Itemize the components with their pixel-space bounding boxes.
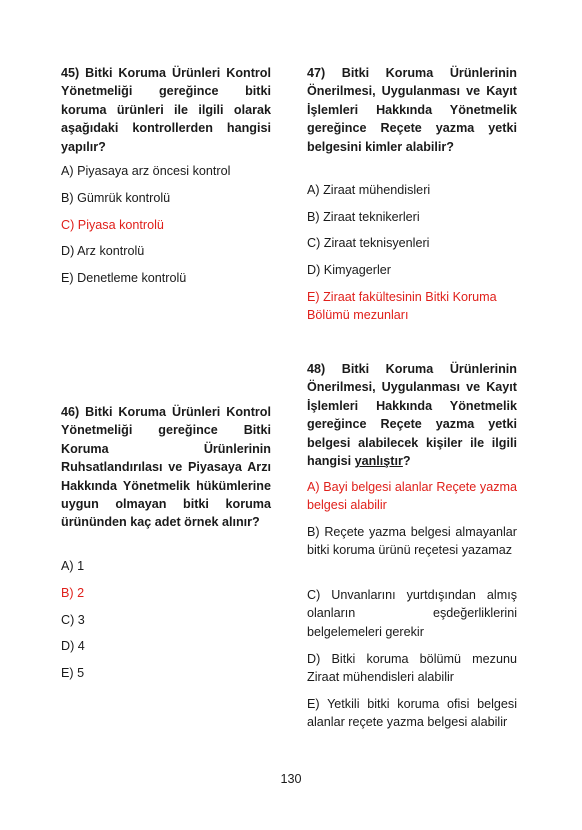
question-47-option-b: B) Ziraat teknikerleri <box>307 210 420 224</box>
question-45 <box>61 64 271 285</box>
question-47 <box>307 64 517 323</box>
question-45-option-c-correct: C) Piyasa kontrolü <box>61 218 164 232</box>
page-number: 130 <box>280 772 302 786</box>
question-48-stem-emphasis: yanlıştır <box>354 454 403 469</box>
question-47-option-e-correct: E) Ziraat fakültesinin Bitki Koruma Bölümü mezunları <box>307 290 497 323</box>
question-46-option-d: D) 4 <box>61 639 85 653</box>
question-47-option-c: C) Ziraat teknisyenleri <box>307 236 430 250</box>
question-45-option-d: D) Arz kontrolü <box>61 244 145 258</box>
question-45-option-a: A) Piyasaya arz öncesi kontrol <box>61 164 231 178</box>
question-48-option-d: D) Bitki koruma bölümü mezunu Ziraat mühendisleri alabilir <box>307 652 517 685</box>
question-46-option-a: A) 1 <box>61 559 85 573</box>
question-46 <box>61 403 271 680</box>
question-46-stem: 46) Bitki Koruma Ürünleri Kontrol Yönetmeliği gereğince Bitki Koruma Ürünlerinin Ruhsatlandırılası ve Piyasaya Arzı Hakkında Yönetmelik hükümlerine uygun olmayan bitki koruma ürününden kaç adet örnek alınır? <box>61 405 271 530</box>
question-46-option-b-correct: B) 2 <box>61 586 85 600</box>
question-48-stem <box>307 360 517 470</box>
question-46-option-e: E) 5 <box>61 666 85 680</box>
question-45-option-b: B) Gümrük kontrolü <box>61 191 171 205</box>
question-48-option-b: B) Reçete yazma belgesi almayanlar bitki koruma ürünü reçetesi yazamaz <box>307 525 517 558</box>
question-48-option-c: C) Unvanlarını yurtdışından almış olanların eşdeğerliklerini belgelemeleri gerekir <box>307 588 517 639</box>
question-48 <box>307 360 517 730</box>
question-48-option-a-correct: A) Bayi belgesi alanlar Reçete yazma belgesi alabilir <box>307 480 517 513</box>
question-48-stem-text: 48) Bitki Koruma Ürünlerinin Önerilmesi, Uygulanması ve Kayıt İşlemleri Hakkında Yönetmelik gereğince Reçete yazma yetki belgesi alabilecek kişiler ile ilgili hangisi <box>307 362 517 469</box>
question-47-option-a: A) Ziraat mühendisleri <box>307 183 431 197</box>
question-45-stem: 45) Bitki Koruma Ürünleri Kontrol Yönetmeliği gereğince bitki koruma ürünleri ile ilgili olarak aşağıdaki kontrollerden hangisi yapılır? <box>61 66 271 154</box>
question-45-option-e: E) Denetleme kontrolü <box>61 271 187 285</box>
question-47-option-d: D) Kimyagerler <box>307 263 391 277</box>
question-46-option-c: C) 3 <box>61 613 85 627</box>
question-48-option-e: E) Yetkili bitki koruma ofisi belgesi alanlar reçete yazma belgesi alabilir <box>307 697 517 730</box>
question-48-stem-end: ? <box>402 454 411 469</box>
question-47-stem: 47) Bitki Koruma Ürünlerinin Önerilmesi, Uygulanması ve Kayıt İşlemleri Hakkında Yönetmelik gereğince Reçete yazma yetki belgesini kimler alabilir? <box>307 66 517 154</box>
